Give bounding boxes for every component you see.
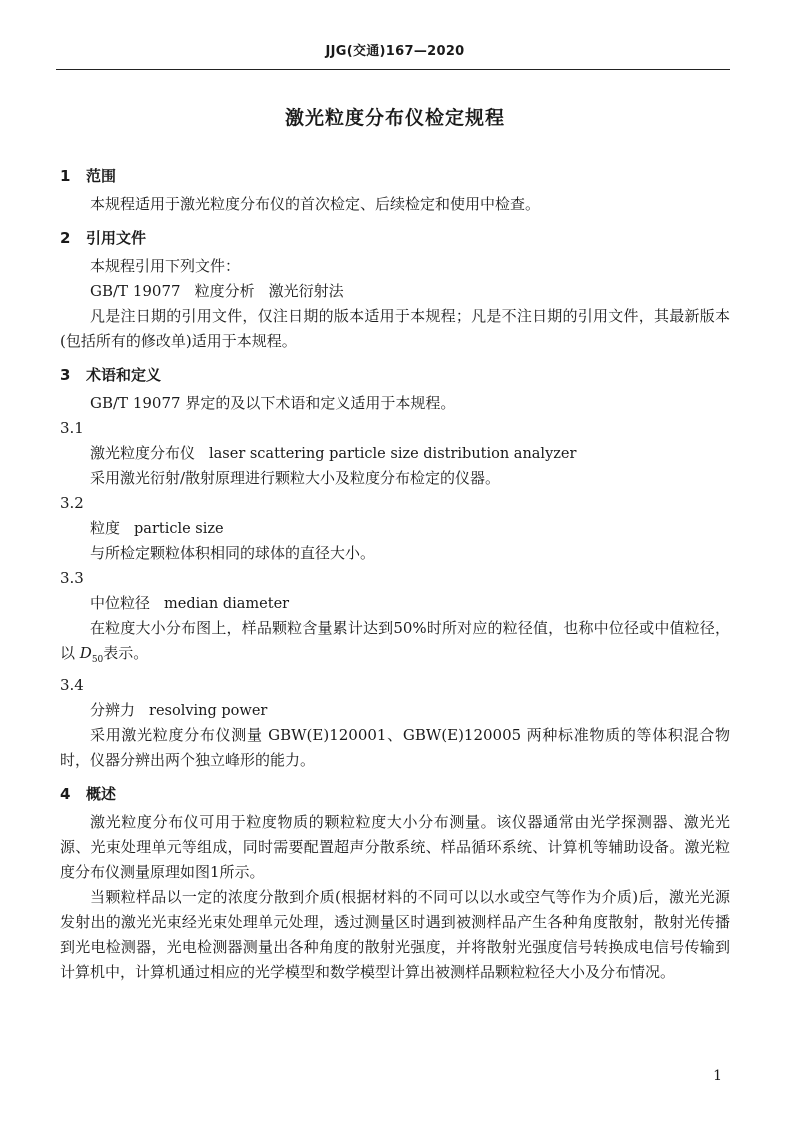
definition-text: 在粒度大小分布图上，样品颗粒含量累计达到50%时所对应的粒径值，也称中位径或中值粒径，以 — [60, 619, 730, 662]
subsection-number: 3.2 — [60, 494, 84, 512]
paragraph: 凡是注日期的引用文件，仅注日期的版本适用于本规程；凡是不注日期的引用文件，其最新版本(包括所有的修改单)适用于本规程。 — [60, 307, 730, 350]
term-definition: 采用激光衍射/散射原理进行颗粒大小及粒度分布检定的仪器。 — [90, 469, 501, 487]
term-entry — [60, 591, 730, 616]
symbol-subscript: 50 — [91, 655, 104, 665]
term-en: median diameter — [164, 596, 290, 612]
document-title: 激光粒度分布仪检定规程 — [284, 107, 505, 129]
section-heading-1 — [60, 160, 730, 192]
term-zh: 激光粒度分布仪 — [90, 444, 196, 462]
section-heading-4 — [60, 778, 730, 810]
term-en: laser scattering particle size distribution analyzer — [209, 446, 577, 462]
paragraph: 本规程适用于激光粒度分布仪的首次检定、后续检定和使用中检查。 — [90, 195, 541, 213]
reference-entry — [60, 279, 730, 304]
term-en: resolving power — [149, 703, 268, 719]
section-heading-3 — [60, 359, 730, 391]
section-number: 4 — [60, 785, 71, 803]
section-title: 引用文件 — [86, 229, 147, 247]
term-definition: 采用激光粒度分布仪测量 GBW(E)120001、GBW(E)120005 两种标准物质的等体积混合物时，仪器分辨出两个独立峰形的能力。 — [60, 726, 730, 769]
term-entry — [60, 441, 730, 466]
term-zh: 中位粒径 — [90, 594, 151, 612]
reference-title-part: 激光衍射法 — [268, 282, 344, 300]
paragraph: 本规程引用下列文件： — [90, 257, 241, 275]
section-title: 术语和定义 — [86, 366, 162, 384]
section-number: 2 — [60, 229, 71, 247]
term-zh: 分辨力 — [90, 701, 136, 719]
reference-code: GB/T 19077 — [90, 282, 181, 300]
subsection-number: 3.1 — [60, 419, 84, 437]
section-title: 概述 — [86, 785, 117, 803]
subsection-number: 3.4 — [60, 676, 84, 694]
subsection-number: 3.3 — [60, 569, 84, 587]
page-number: 1 — [713, 1068, 722, 1084]
reference-title-part: 粒度分析 — [194, 282, 255, 300]
section-number: 1 — [60, 167, 71, 185]
symbol: D — [79, 644, 92, 662]
term-en: particle size — [134, 521, 224, 537]
section-heading-2 — [60, 222, 730, 254]
section-number: 3 — [60, 366, 71, 384]
header-rule — [56, 69, 730, 70]
document-body — [60, 160, 730, 985]
paragraph: GB/T 19077 界定的及以下术语和定义适用于本规程。 — [90, 394, 456, 412]
term-entry — [60, 516, 730, 541]
section-title: 范围 — [86, 167, 117, 185]
paragraph: 当颗粒样品以一定的浓度分散到介质(根据材料的不同可以以水或空气等作为介质)后，激光光源发射出的激光光束经光束处理单元处理，透过测量区时遇到被测样品产生各种角度散射，散射光传播到光电检测器，光电检测器测量出各种角度的散射光强度，并将散射光强度信号转换成电信号传输到计算机中，计算机通过相应的光学模型和数学模型计算出被测样品颗粒粒径大小及分布情况。 — [60, 888, 730, 981]
definition-text: 表示。 — [103, 644, 149, 662]
term-zh: 粒度 — [90, 519, 121, 537]
term-definition: 与所检定颗粒体积相同的球体的直径大小。 — [90, 544, 376, 562]
paragraph: 激光粒度分布仪可用于粒度物质的颗粒粒度大小分布测量。该仪器通常由光学探测器、激光光源、光束处理单元等组成，同时需要配置超声分散系统、样品循环系统、计算机等辅助设备。激光粒度分布仪测量原理如图1所示。 — [60, 813, 730, 881]
running-header: JJG(交通)167—2020 — [325, 44, 465, 59]
term-entry — [60, 698, 730, 723]
term-definition — [60, 616, 730, 673]
